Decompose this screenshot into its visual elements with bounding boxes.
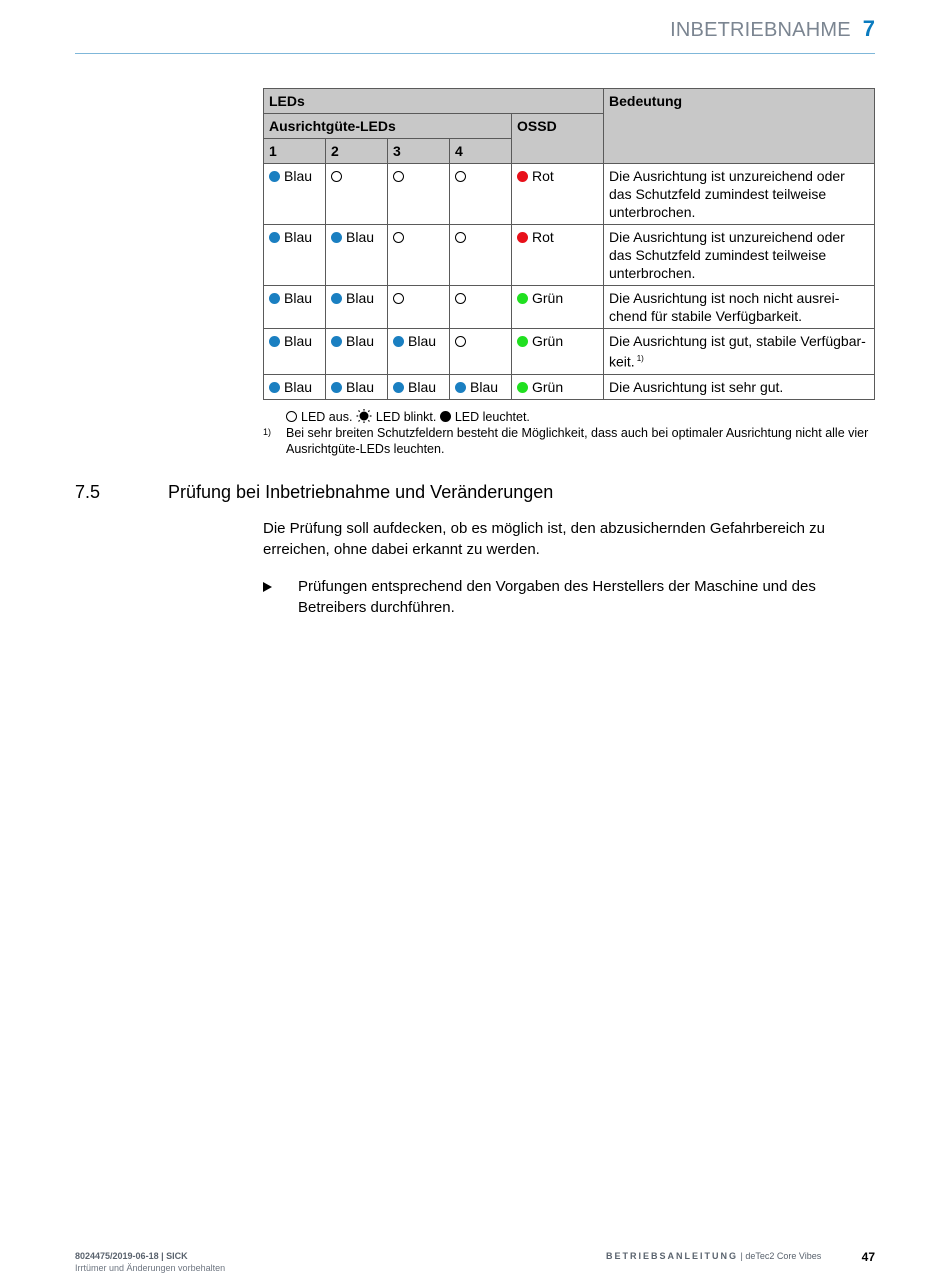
meaning-cell xyxy=(604,329,875,375)
led-2-cell xyxy=(326,286,388,329)
led-state-label: Blau xyxy=(346,378,375,395)
ossd-cell xyxy=(512,164,604,225)
legend-off-text: LED aus. xyxy=(301,410,353,424)
led-2-cell xyxy=(326,225,388,286)
led-blue-icon xyxy=(269,232,280,243)
led-blue-icon xyxy=(331,232,342,243)
header-led-1: 1 xyxy=(264,139,326,164)
led-blue-icon xyxy=(269,171,280,182)
section-paragraph: Die Prüfung soll aufdecken, ob es möglich ist, den abzusichernden Gefahrbereich zu erreichen, ohne dabei erkannt zu werden. xyxy=(263,520,825,558)
ossd-green-icon xyxy=(517,293,528,304)
legend-blink-text: LED blinkt. xyxy=(375,410,437,424)
led-4-cell xyxy=(450,286,512,329)
led-blue-icon xyxy=(331,293,342,304)
led-legend xyxy=(263,409,875,425)
led-1-cell xyxy=(264,286,326,329)
meaning-cell xyxy=(604,225,875,286)
table-row xyxy=(264,225,875,286)
section-number: 7.5 xyxy=(75,482,101,502)
footer-product: | deTec2 Core Vibes xyxy=(740,1251,822,1261)
led-4-cell xyxy=(450,374,512,399)
led-1-cell xyxy=(264,374,326,399)
led-blue-icon xyxy=(331,382,342,393)
table-row xyxy=(264,374,875,399)
header-led-2: 2 xyxy=(326,139,388,164)
action-step xyxy=(263,576,875,618)
footer-disclaimer: Irrtümer und Änderungen vorbehalten xyxy=(75,1263,226,1273)
led-state-label: Blau xyxy=(346,229,375,245)
led-blue-icon xyxy=(455,382,466,393)
led-blue-icon xyxy=(269,293,280,304)
led-blink-icon xyxy=(356,409,372,423)
ossd-state-label: Rot xyxy=(532,229,554,245)
action-step-text: Prüfungen entsprechend den Vorgaben des Herstellers der Maschine und des Betreibers durchführen. xyxy=(298,578,816,616)
meaning-text: Die Ausrichtung ist unzureichend oder das Schutzfeld zumindest teilweise unterbrochen. xyxy=(609,168,845,220)
ossd-green-icon xyxy=(517,382,528,393)
led-3-cell xyxy=(388,374,450,399)
led-off-icon xyxy=(455,232,466,243)
led-state-label: Blau xyxy=(284,290,313,306)
led-on-icon xyxy=(440,411,451,422)
footnote xyxy=(263,425,875,457)
footer-doc-id: 8024475/2019-06-18 | SICK xyxy=(75,1251,188,1261)
footnote-mark: 1) xyxy=(263,427,272,437)
led-off-icon xyxy=(455,171,466,182)
ossd-cell xyxy=(512,329,604,375)
led-2-cell xyxy=(326,164,388,225)
led-blue-icon xyxy=(269,336,280,347)
chapter-number: 7 xyxy=(862,16,875,41)
meaning-cell xyxy=(604,374,875,399)
led-state-label: Blau xyxy=(408,378,437,395)
header-led-4: 4 xyxy=(450,139,512,164)
led-3-cell xyxy=(388,286,450,329)
led-2-cell xyxy=(326,329,388,375)
ossd-cell xyxy=(512,374,604,399)
led-state-label: Blau xyxy=(284,333,313,349)
led-4-cell xyxy=(450,164,512,225)
led-off-icon xyxy=(455,293,466,304)
header-meaning: Bedeutung xyxy=(604,89,875,164)
led-4-cell xyxy=(450,329,512,375)
meaning-text: Die Ausrichtung ist sehr gut. xyxy=(609,378,784,395)
led-state-label: Blau xyxy=(284,378,313,395)
meaning-text: Die Ausrichtung ist gut, stabile Verfügbarkeit. xyxy=(609,333,866,370)
ossd-cell xyxy=(512,225,604,286)
led-blue-icon xyxy=(393,336,404,347)
led-off-icon xyxy=(393,232,404,243)
led-blue-icon xyxy=(331,336,342,347)
led-3-cell xyxy=(388,164,450,225)
led-off-icon xyxy=(393,293,404,304)
led-state-label: Blau xyxy=(284,229,313,245)
legend-on-text: LED leuchtet. xyxy=(454,410,530,424)
led-state-label: Blau xyxy=(284,168,313,184)
meaning-text: Die Ausrichtung ist unzureichend oder das Schutzfeld zumindest teilweise unterbrochen. xyxy=(609,229,845,281)
table-body xyxy=(264,164,875,400)
footer-manual-label: BETRIEBSANLEITUNG xyxy=(606,1251,739,1261)
chapter-name: INBETRIEBNAHME xyxy=(670,19,851,41)
ossd-state-label: Rot xyxy=(532,168,554,184)
led-off-icon xyxy=(331,171,342,182)
ossd-green-icon xyxy=(517,336,528,347)
led-state-label: Blau xyxy=(346,333,375,349)
meaning-cell xyxy=(604,286,875,329)
bullet-triangle-icon xyxy=(263,582,272,592)
led-3-cell xyxy=(388,225,450,286)
led-4-cell xyxy=(450,225,512,286)
table-notes xyxy=(263,409,875,457)
header-alignment-leds: Ausrichtgüte-LEDs xyxy=(264,114,512,139)
meaning-text: Die Ausrichtung ist noch nicht ausreichend für stabile Verfügbarkeit. xyxy=(609,290,840,324)
ossd-red-icon xyxy=(517,232,528,243)
ossd-state-label: Grün xyxy=(532,333,564,349)
header-divider xyxy=(75,53,875,54)
header-leds: LEDs xyxy=(264,89,604,114)
led-state-label: Blau xyxy=(470,378,499,395)
led-1-cell xyxy=(264,329,326,375)
led-2-cell xyxy=(326,374,388,399)
footer-center xyxy=(606,1251,821,1261)
page-header xyxy=(670,16,875,46)
led-1-cell xyxy=(264,164,326,225)
led-state-label: Blau xyxy=(346,290,375,306)
led-blue-icon xyxy=(269,382,280,393)
footnote-reference: 1) xyxy=(636,354,644,363)
ossd-state-label: Grün xyxy=(532,378,564,395)
footer-left xyxy=(75,1250,225,1274)
led-1-cell xyxy=(264,225,326,286)
led-status-table xyxy=(263,88,875,400)
table-row xyxy=(264,286,875,329)
table-row xyxy=(264,164,875,225)
footnote-text: Bei sehr breiten Schutzfeldern besteht die Möglichkeit, dass auch bei optimaler Ausrichtung nicht alle vier Ausrichtgüte-LEDs leuchten. xyxy=(286,426,869,456)
ossd-state-label: Grün xyxy=(532,290,564,306)
led-state-label: Blau xyxy=(408,333,437,349)
table-row xyxy=(264,329,875,375)
header-led-3: 3 xyxy=(388,139,450,164)
ossd-cell xyxy=(512,286,604,329)
led-3-cell xyxy=(388,329,450,375)
ossd-red-icon xyxy=(517,171,528,182)
header-ossd: OSSD xyxy=(512,114,604,164)
section-title: Prüfung bei Inbetriebnahme und Veränderungen xyxy=(168,482,554,502)
led-off-icon xyxy=(286,411,297,422)
led-off-icon xyxy=(393,171,404,182)
led-off-icon xyxy=(455,336,466,347)
meaning-cell xyxy=(604,164,875,225)
page-number: 47 xyxy=(861,1250,875,1264)
led-blue-icon xyxy=(393,382,404,393)
